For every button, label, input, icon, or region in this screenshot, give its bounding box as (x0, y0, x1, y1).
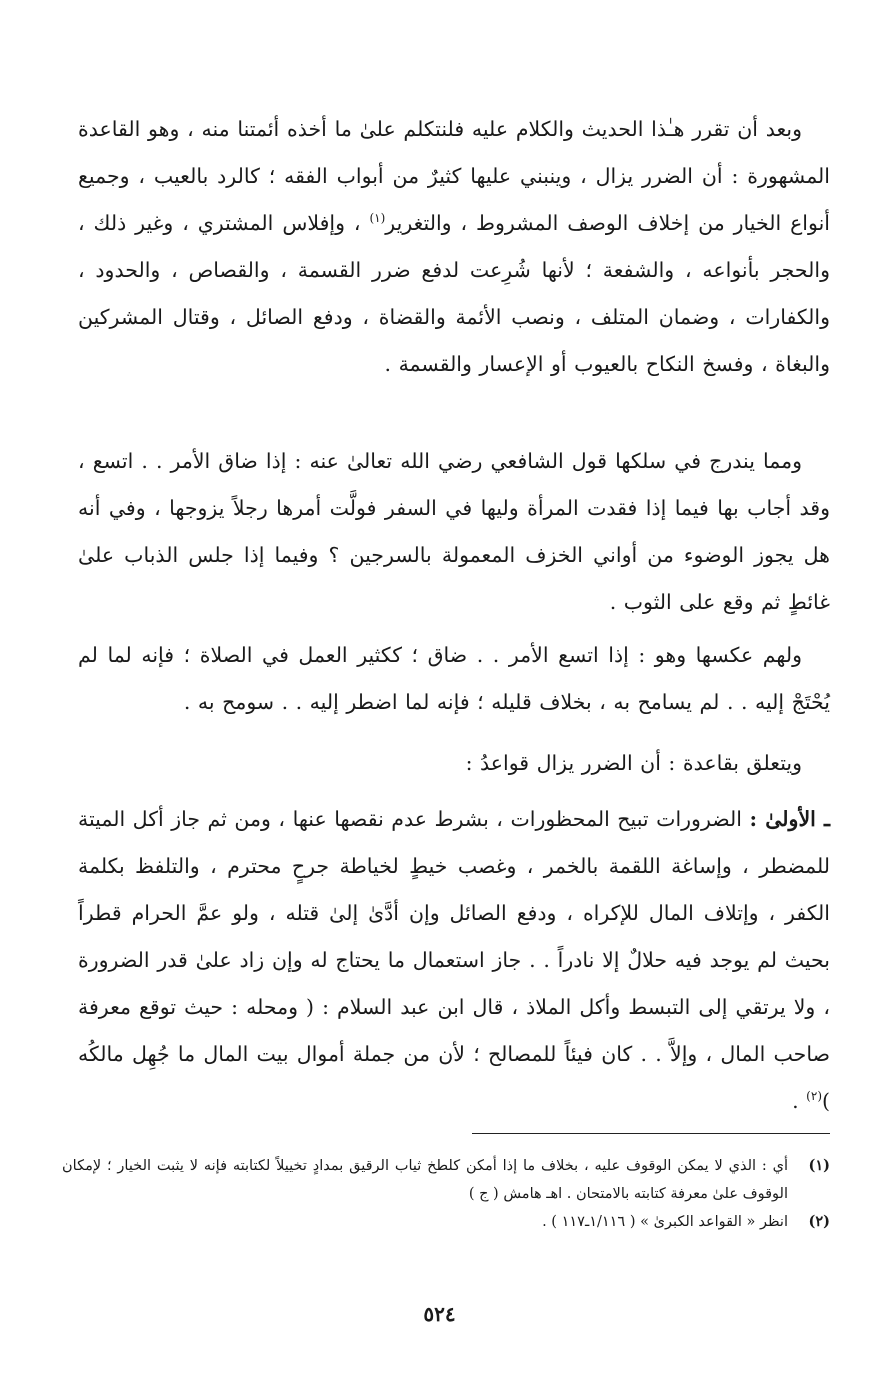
main-text-4 (78, 740, 830, 787)
main-text-5 (78, 796, 830, 1125)
footnote-1 (62, 1152, 830, 1208)
paragraph-3 (78, 632, 830, 726)
paragraph-4 (78, 740, 830, 787)
footnote-number: (١) (808, 1157, 830, 1174)
paragraph-2 (78, 438, 830, 626)
paragraph-3-text: ولهم عكسها وهو : إذا اتسع الأمر . . ضاق ؛ ككثير العمل في الصلاة ؛ فإنه لما لم يُحْتَجْ إليه . . لم يسامح به ، بخلاف قليله ؛ فإنه لما اضطر إليه . . سومح به . (78, 643, 830, 714)
paragraph-5 (78, 796, 830, 1125)
paragraph-1-text-after: ، وإفلاس المشتري ، وغير ذلك ، والحجر بأنواعه ، والشفعة ؛ لأنها شُرِعت لدفع ضرر القسمة ، والقصاص ، والحدود ، والكفارات ، وضمان المتلف ، ونصب الأئمة والقضاة ، ودفع الصائل ، وقتال المشركين والبغاة ، وفسخ النكاح بالعيوب أو الإعسار والقسمة . (78, 211, 830, 376)
main-text (78, 106, 830, 388)
footnote-divider (472, 1133, 830, 1134)
footnote-ref-2[interactable]: (٢) (806, 1089, 822, 1104)
footnotes (62, 1152, 830, 1236)
footnote-text: انظر « القواعد الكبرىٰ » ( ١/١١٦ـ١١٧ ) . (542, 1214, 788, 1230)
footnote-2 (62, 1208, 830, 1236)
main-text-3 (78, 632, 830, 726)
footnote-text: أي : الذي لا يمكن الوقوف عليه ، بخلاف ما إذا أمكن كلطخ ثياب الرقيق بمدادٍ تخييلاً لكتابته فإنه لا يثبت الخيار ؛ لإمكان الوقوف علىٰ معرفة كتابته بالامتحان . اهـ هامش ( ج ) (62, 1158, 788, 1202)
paragraph-1 (78, 106, 830, 388)
paragraph-5-text-after: . (792, 1089, 807, 1113)
rule-heading: ـ الأولىٰ : (749, 807, 830, 831)
paragraph-1-text: وبعد أن تقرر هـٰذا الحديث والكلام عليه فلنتكلم علىٰ ما أخذه أئمتنا منه ، وهو القاعدة المشهورة : أن الضرر يزال ، وينبني عليها كثيرٌ من أبواب الفقه ؛ كالرد بالعيب ، وجميع أنواع الخيار من إخلاف الوصف المشروط ، والتغرير (78, 117, 830, 235)
footnote-number: (٢) (808, 1213, 830, 1230)
footnote-ref-1[interactable]: (١) (369, 211, 386, 226)
paragraph-5-text: الضرورات تبيح المحظورات ، بشرط عدم نقصها عنها ، ومن ثم جاز أكل الميتة للمضطر ، وإساغة اللقمة بالخمر ، وغصب خيطٍ لخياطة جرحٍ محترم ، والتلفظ بكلمة الكفر ، وإتلاف المال للإكراه ، ودفع الصائل وإن أدَّىٰ إلىٰ قتله ، ولو عمَّ الحرام قطراً بحيث لم يوجد فيه حلالٌ إلا نادراً . . جاز استعمال ما يحتاج له وإن زاد علىٰ قدر الضرورة ، ولا يرتقي إلى التبسط وأكل الملاذ ، قال ابن عبد السلام : ( ومحله : حيث توقع معرفة صاحب المال ، وإلاَّ . . كان فيئاً للمصالح ؛ لأن من جملة أموال بيت المال ما جُهِل مالكُه ) (78, 807, 830, 1113)
paragraph-2-text: ومما يندرج في سلكها قول الشافعي رضي الله تعالىٰ عنه : إذا ضاق الأمر . . اتسع ، وقد أجاب بها فيما إذا فقدت المرأة وليها في السفر فولَّت أمرها رجلاً يزوجها ، وفي أنه هل يجوز الوضوء من أواني الخزف المعمولة بالسرجين ؟ وفيما إذا جلس الذباب علىٰ غائطٍ ثم وقع على الثوب . (78, 449, 830, 614)
page-number: ٥٢٤ (423, 1302, 456, 1326)
paragraph-4-text: ويتعلق بقاعدة : أن الضرر يزال قواعدُ : (465, 751, 802, 775)
main-text-2 (78, 438, 830, 626)
